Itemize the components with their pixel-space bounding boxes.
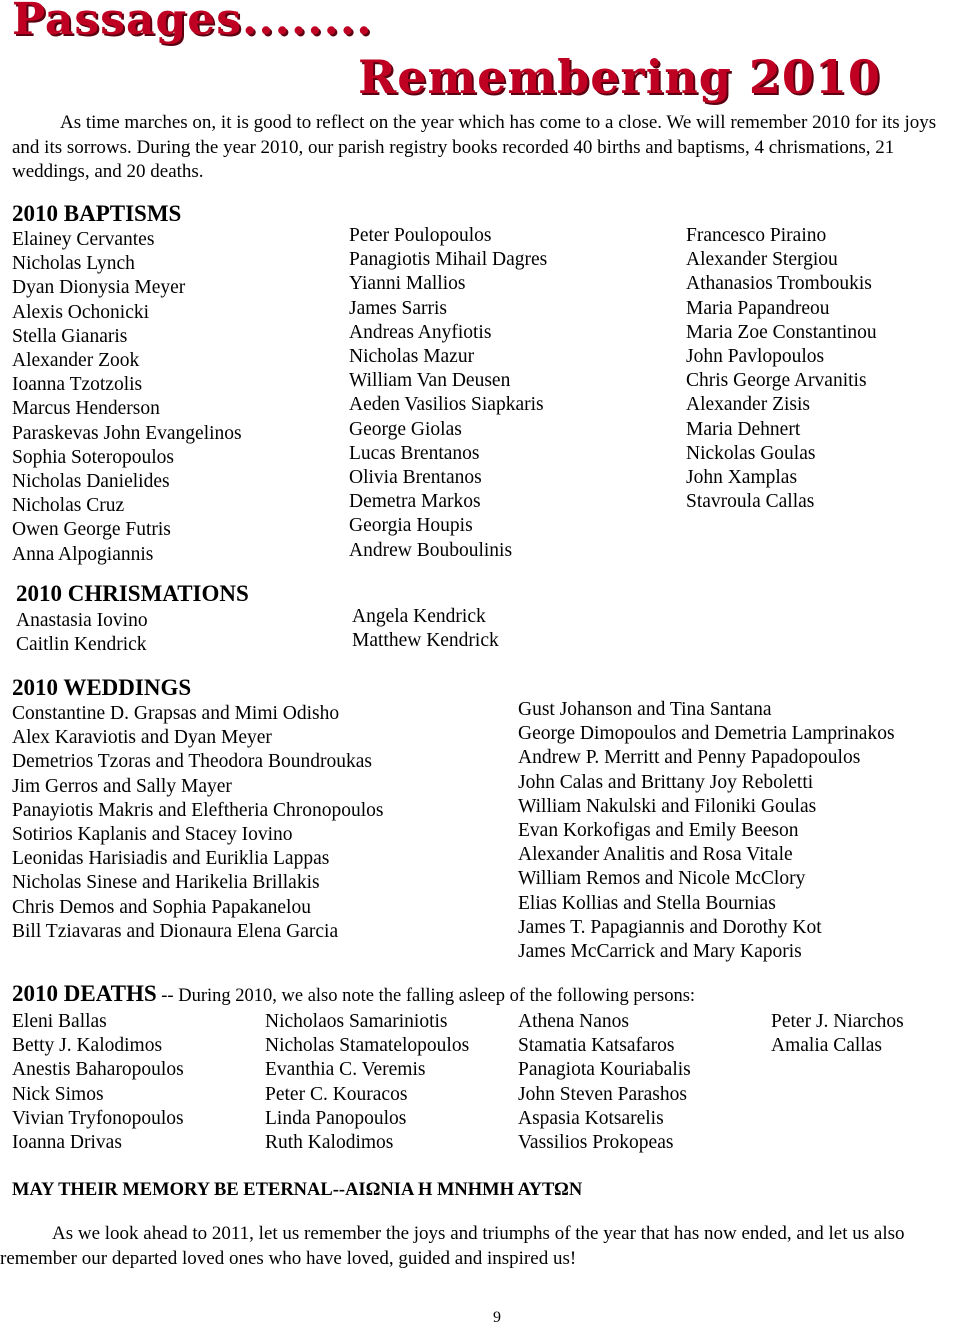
list-item: Francesco Piraino bbox=[686, 225, 827, 246]
list-item: Ruth Kalodimos bbox=[265, 1132, 394, 1154]
list-item: Angela Kendrick bbox=[352, 606, 486, 627]
list-item: Dyan Dionysia Meyer bbox=[12, 277, 186, 299]
closing-text: As we look ahead to 2011, let us remember the joys and triumphs of the year that has now ended, and let us also remember our departed loved ones who have loved, guided and inspired us! bbox=[0, 1223, 905, 1269]
baptisms-col-1 bbox=[12, 228, 242, 567]
list-item: Elias Kollias and Stella Bournias bbox=[518, 892, 776, 914]
list-item: Nicholas Stamatelopoulos bbox=[265, 1035, 470, 1057]
list-item: Anna Alpogiannis bbox=[12, 543, 154, 565]
list-item: Chris Demos and Sophia Papakanelou bbox=[12, 896, 311, 918]
list-item: Nicholas Cruz bbox=[12, 495, 125, 517]
list-item: Anestis Baharopoulos bbox=[12, 1059, 184, 1081]
list-item: Stavroula Callas bbox=[686, 491, 815, 513]
list-item: Yianni Mallios bbox=[349, 273, 466, 295]
list-item: Nicholas Lynch bbox=[12, 253, 135, 275]
list-item: Eleni Ballas bbox=[12, 1011, 107, 1032]
list-item: Peter C. Kouracos bbox=[265, 1083, 408, 1105]
list-item: Sotirios Kaplanis and Stacey Iovino bbox=[12, 824, 293, 846]
eternal-memory-line: MAY THEIR MEMORY BE ETERNAL--ΑΙΩΝΙΑ Η ΜΝΗΜΗ ΑΥΤΩΝ bbox=[12, 1180, 583, 1200]
list-item: Stamatia Katsafaros bbox=[518, 1035, 675, 1057]
deaths-heading-line bbox=[12, 981, 695, 1007]
list-item: Elainey Cervantes bbox=[12, 229, 155, 250]
list-item: Leonidas Harisiadis and Euriklia Lappas bbox=[12, 848, 330, 870]
list-item: James T. Papagiannis and Dorothy Kot bbox=[518, 916, 822, 938]
list-item: Nicholas Danielides bbox=[12, 471, 170, 493]
list-item: Jim Gerros and Sally Mayer bbox=[12, 775, 232, 797]
list-item: William Nakulski and Filoniki Goulas bbox=[518, 795, 817, 817]
weddings-heading: 2010 WEDDINGS bbox=[12, 675, 192, 700]
list-item: Panayiotis Makris and Eleftheria Chronopoulos bbox=[12, 799, 384, 821]
list-item: Paraskevas John Evangelinos bbox=[12, 422, 242, 444]
list-item: Alexis Ochonicki bbox=[12, 301, 150, 323]
list-item: James McCarrick and Mary Kaporis bbox=[518, 941, 802, 963]
list-item: Ioanna Drivas bbox=[12, 1132, 122, 1154]
list-item: Alexander Zisis bbox=[686, 394, 811, 416]
list-item: Georgia Houpis bbox=[349, 515, 473, 537]
list-item: Betty J. Kalodimos bbox=[12, 1035, 163, 1057]
list-item: Aspasia Kotsarelis bbox=[518, 1107, 664, 1129]
list-item: Vassilios Prokopeas bbox=[518, 1132, 674, 1154]
deaths-col-4 bbox=[771, 1010, 904, 1058]
closing-paragraph bbox=[0, 1222, 960, 1271]
list-item: Maria Dehnert bbox=[686, 418, 801, 440]
deaths-col-1 bbox=[12, 1010, 184, 1155]
list-item: Maria Zoe Constantinou bbox=[686, 321, 877, 343]
deaths-heading: 2010 DEATHS bbox=[12, 981, 157, 1006]
list-item: Lucas Brentanos bbox=[349, 442, 480, 464]
list-item: Demetra Markos bbox=[349, 491, 481, 513]
list-item: Alexander Analitis and Rosa Vitale bbox=[518, 844, 793, 866]
page-number: 9 bbox=[493, 1309, 501, 1326]
list-item: Linda Panopoulos bbox=[265, 1107, 407, 1129]
chrismations-col-1 bbox=[16, 609, 148, 657]
baptisms-col-2 bbox=[349, 224, 547, 563]
list-item: Gust Johanson and Tina Santana bbox=[518, 699, 772, 720]
list-item: Evan Korkofigas and Emily Beeson bbox=[518, 820, 799, 842]
list-item: Chris George Arvanitis bbox=[686, 370, 867, 392]
weddings-col-1 bbox=[12, 702, 384, 944]
list-item: Bill Tziavaras and Dionaura Elena Garcia bbox=[12, 920, 339, 942]
page-title-passages: Passages........ bbox=[12, 0, 373, 45]
list-item: Nick Simos bbox=[12, 1083, 104, 1105]
list-item: William Remos and Nicole McClory bbox=[518, 868, 806, 890]
list-item: John Steven Parashos bbox=[518, 1083, 687, 1105]
list-item: Alexander Zook bbox=[12, 350, 140, 372]
deaths-col-3 bbox=[518, 1010, 691, 1155]
deaths-col-2 bbox=[265, 1010, 469, 1155]
list-item: Maria Papandreou bbox=[686, 297, 830, 319]
list-item: Andreas Anyfiotis bbox=[349, 321, 492, 343]
list-item: Vivian Tryfonopoulos bbox=[12, 1107, 184, 1129]
deaths-subheading: -- During 2010, we also note the falling asleep of the following persons: bbox=[156, 986, 696, 1006]
list-item: Demetrios Tzoras and Theodora Boundroukas bbox=[12, 751, 372, 773]
list-item: George Giolas bbox=[349, 418, 462, 440]
chrismations-heading: 2010 CHRISMATIONS bbox=[16, 581, 249, 606]
list-item: Nicholaos Samariniotis bbox=[265, 1011, 448, 1032]
list-item: Peter J. Niarchos bbox=[771, 1011, 904, 1032]
list-item: Constantine D. Grapsas and Mimi Odisho bbox=[12, 703, 340, 724]
list-item: Caitlin Kendrick bbox=[16, 634, 147, 656]
list-item: Marcus Henderson bbox=[12, 398, 160, 420]
list-item: Owen George Futris bbox=[12, 519, 171, 541]
list-item: Ioanna Tzotzolis bbox=[12, 374, 143, 396]
intro-paragraph bbox=[12, 111, 944, 185]
page-title-remembering: Remembering 2010 bbox=[358, 50, 881, 104]
list-item: James Sarris bbox=[349, 297, 448, 319]
list-item: William Van Deusen bbox=[349, 370, 511, 392]
list-item: Matthew Kendrick bbox=[352, 630, 499, 652]
list-item: George Dimopoulos and Demetria Lamprinakos bbox=[518, 723, 895, 745]
list-item: John Xamplas bbox=[686, 467, 798, 489]
list-item: John Calas and Brittany Joy Reboletti bbox=[518, 771, 814, 793]
list-item: Alexander Stergiou bbox=[686, 249, 838, 271]
intro-text: As time marches on, it is good to reflect on the year which has come to a close. We will remember 2010 for its joys and its sorrows. During the year 2010, our parish registry books recorded 40 births and baptisms, 4 chrismations, 21 weddings, and 20 deaths. bbox=[12, 112, 937, 182]
list-item: Athena Nanos bbox=[518, 1011, 630, 1032]
chrismations-col-2 bbox=[352, 605, 499, 653]
list-item: Nicholas Mazur bbox=[349, 346, 475, 368]
list-item: Alex Karaviotis and Dyan Meyer bbox=[12, 727, 272, 749]
list-item: Stella Gianaris bbox=[12, 325, 128, 347]
weddings-col-2 bbox=[518, 698, 895, 964]
list-item: Peter Poulopoulos bbox=[349, 225, 492, 246]
list-item: Nickolas Goulas bbox=[686, 442, 816, 464]
list-item: Sophia Soteropoulos bbox=[12, 446, 174, 468]
list-item: Panagiota Kouriabalis bbox=[518, 1059, 691, 1081]
list-item: Anastasia Iovino bbox=[16, 610, 148, 631]
list-item: Panagiotis Mihail Dagres bbox=[349, 249, 548, 271]
list-item: Nicholas Sinese and Harikelia Brillakis bbox=[12, 872, 320, 894]
list-item: Andrew Bouboulinis bbox=[349, 539, 513, 561]
list-item: Aeden Vasilios Siapkaris bbox=[349, 394, 544, 416]
list-item: Athanasios Tromboukis bbox=[686, 273, 872, 295]
list-item: John Pavlopoulos bbox=[686, 346, 825, 368]
list-item: Evanthia C. Veremis bbox=[265, 1059, 426, 1081]
list-item: Andrew P. Merritt and Penny Papadopoulos bbox=[518, 747, 861, 769]
baptisms-heading: 2010 BAPTISMS bbox=[12, 201, 182, 226]
list-item: Amalia Callas bbox=[771, 1035, 883, 1057]
list-item: Olivia Brentanos bbox=[349, 467, 482, 489]
baptisms-col-3 bbox=[686, 224, 877, 514]
